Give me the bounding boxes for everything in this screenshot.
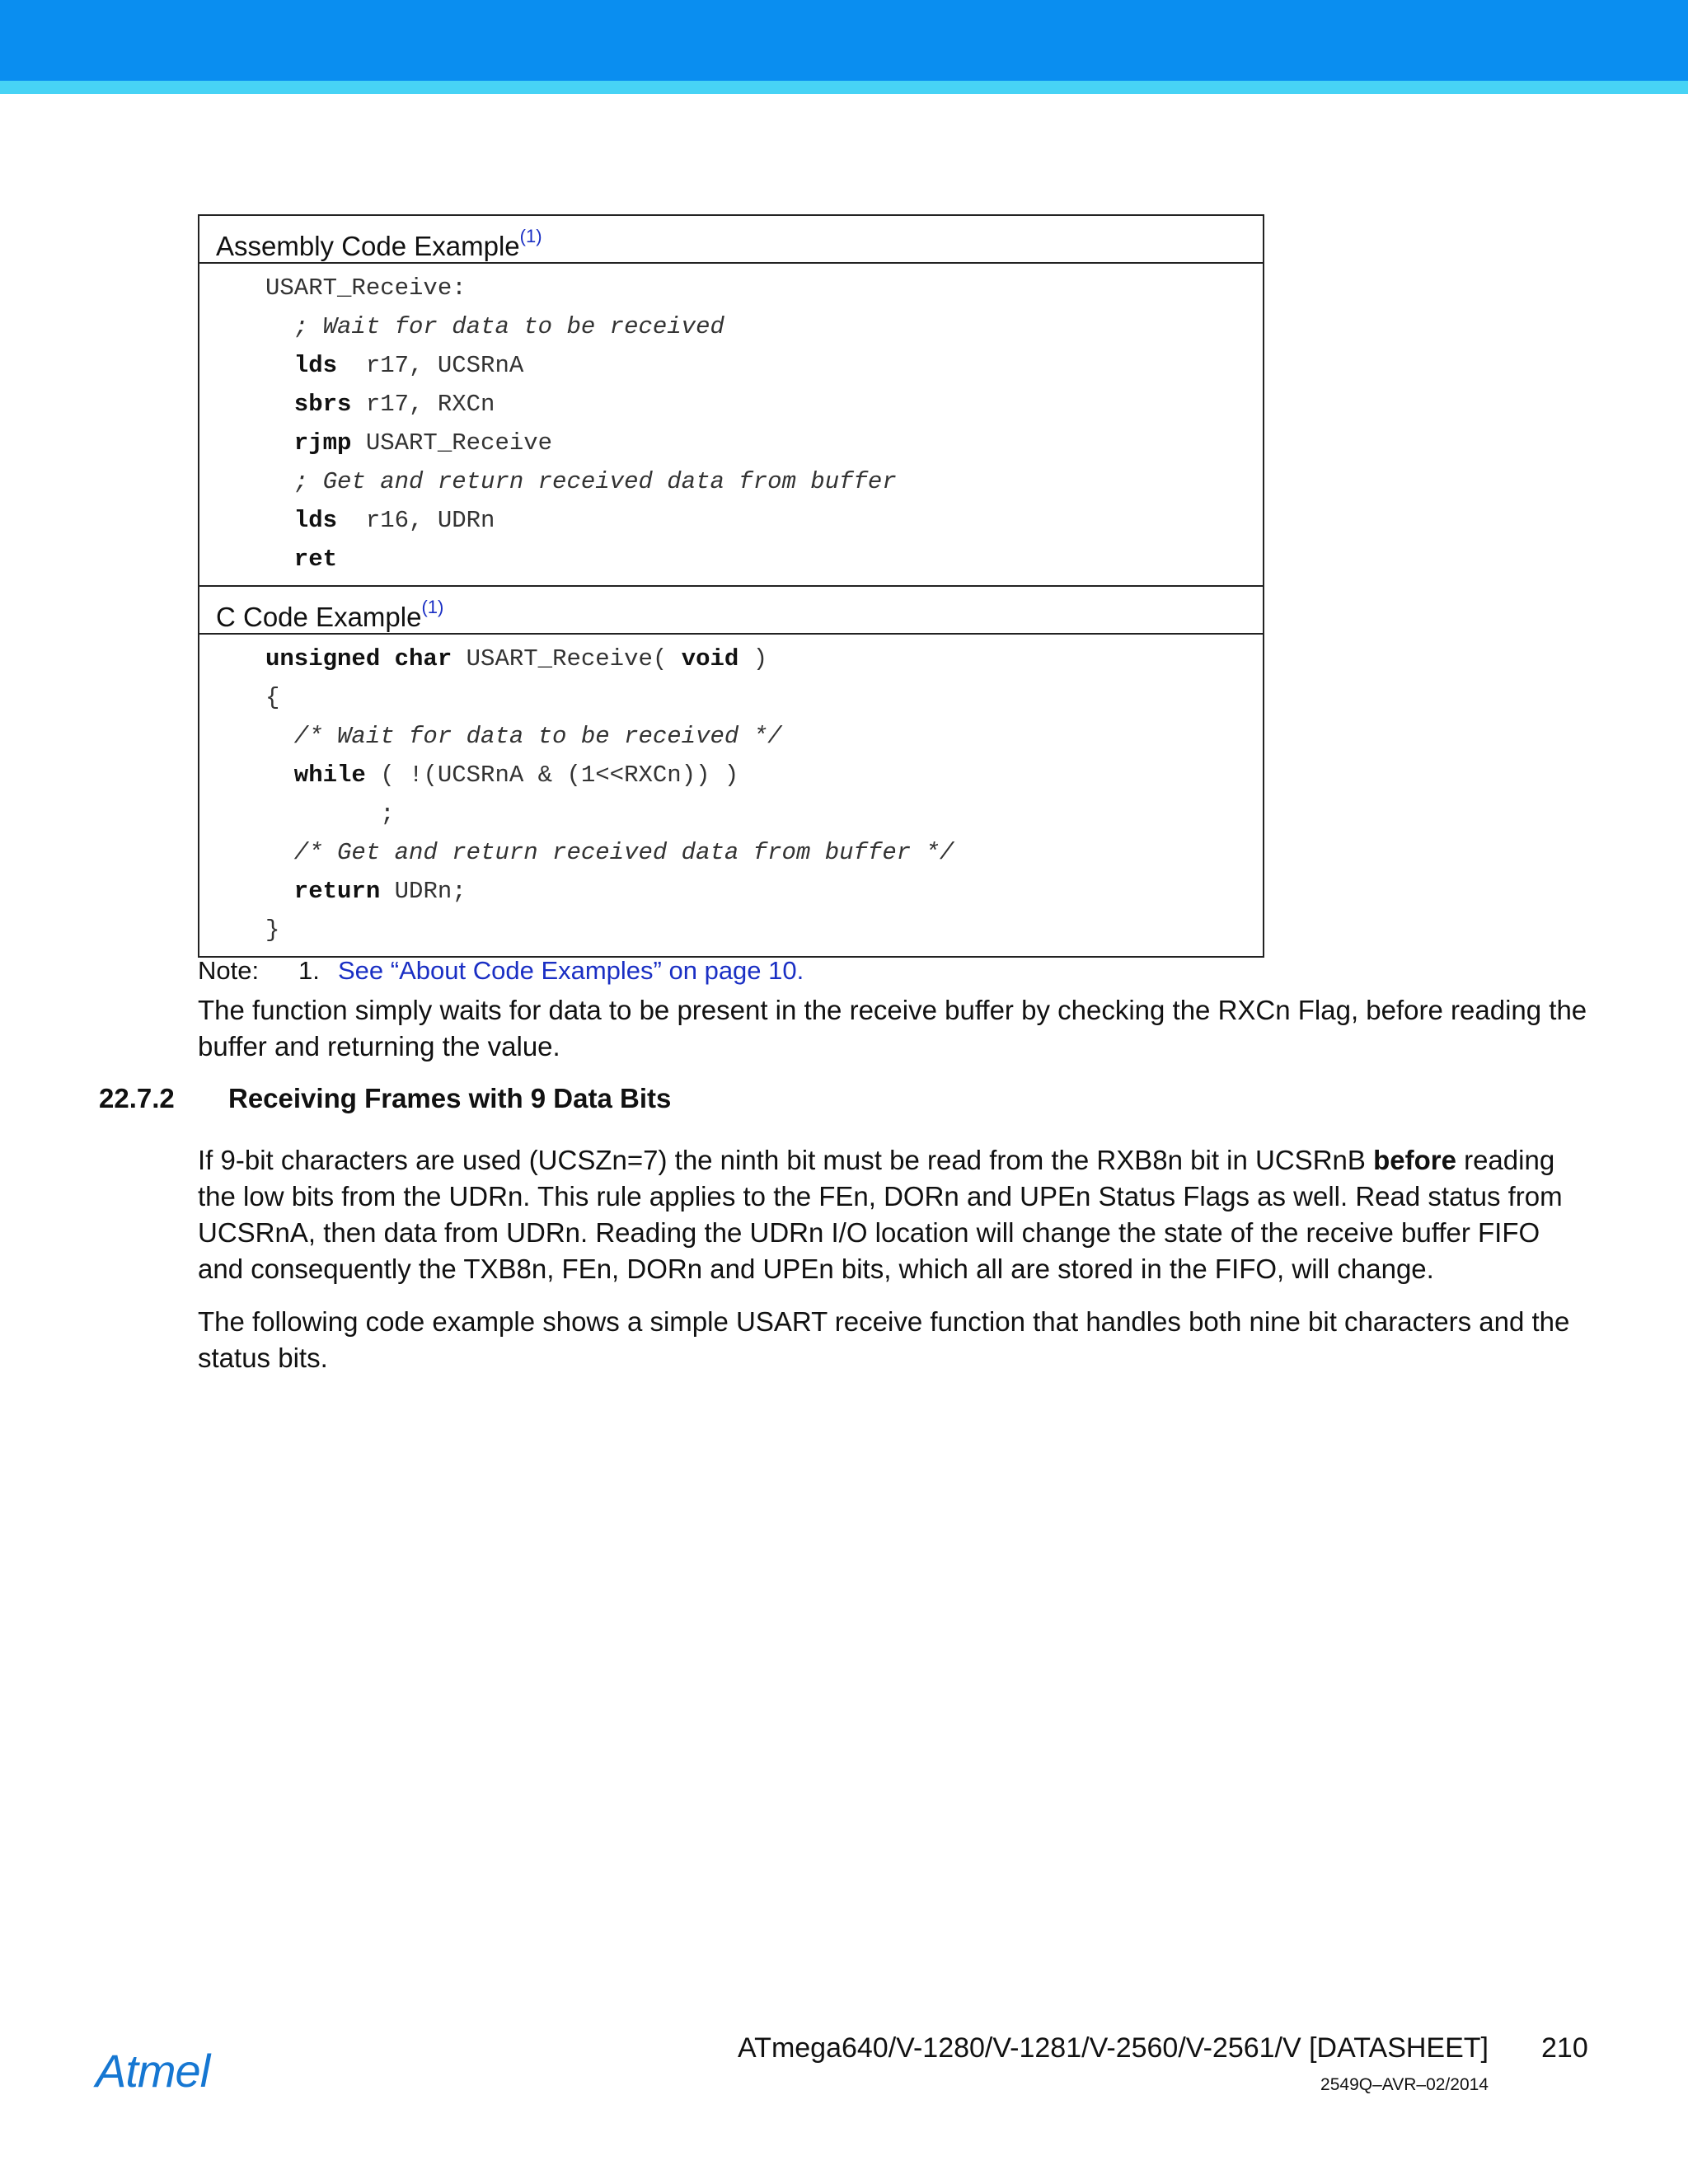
code-line xyxy=(199,269,1263,307)
about-code-examples-link[interactable]: See “About Code Examples” on page 10. xyxy=(338,956,804,985)
code-line xyxy=(199,424,1263,462)
note-label: Note: xyxy=(198,956,260,985)
code-line xyxy=(199,794,1263,833)
c-example-header xyxy=(199,587,1263,635)
table-note xyxy=(198,956,804,986)
asm-example-header xyxy=(199,216,1263,264)
code-text: } xyxy=(265,916,280,944)
paragraph-9-bit-emphasis: before xyxy=(1373,1145,1456,1175)
paragraph-9-bit-end: reading the low bits from the UDRn. This rule applies to the FEn, DORn and UPEn Status Flags as well. Read status from UCSRnA, then data from UDRn. Reading the UDRn I/O location will change the state of the receive buffer FIFO and consequently the TXB8n, FEn, DORn and UPEn bits, which all are stored in the FIFO, will change. xyxy=(198,1145,1563,1284)
atmel-logo: Atmel xyxy=(96,2045,210,2097)
code-line xyxy=(199,756,1263,794)
code-keyword: return xyxy=(265,878,381,905)
code-comment: ; Get and return received data from buffer xyxy=(265,468,897,495)
code-keyword: rjmp xyxy=(265,429,352,457)
code-line xyxy=(199,501,1263,540)
c-code-block xyxy=(199,635,1263,956)
code-example-table xyxy=(198,214,1264,958)
code-keyword: lds xyxy=(265,352,338,379)
code-text: r16, UDRn xyxy=(337,507,495,534)
code-text: ) xyxy=(738,645,768,673)
code-comment: /* Wait for data to be received */ xyxy=(265,723,782,750)
note-number: 1. xyxy=(298,956,320,985)
header-stripe xyxy=(0,81,1688,94)
footer-document-title: ATmega640/V-1280/V-1281/V-2560/V-2561/V [DATASHEET] xyxy=(738,2032,1489,2064)
paragraph-following-example: The following code example shows a simple USART receive function that handles both nine bit characters and the status bits. xyxy=(198,1306,1570,1373)
code-text: USART_Receive( xyxy=(452,645,682,673)
code-text: ; xyxy=(265,800,395,827)
c-example-title: C Code Example xyxy=(216,602,422,632)
code-line xyxy=(199,717,1263,756)
code-keyword: lds xyxy=(265,507,338,534)
c-footnote-ref[interactable]: (1) xyxy=(421,597,444,617)
asm-footnote-ref[interactable]: (1) xyxy=(519,226,542,246)
code-line xyxy=(199,640,1263,678)
code-line xyxy=(199,678,1263,717)
section-title: Receiving Frames with 9 Data Bits xyxy=(228,1083,672,1113)
code-line xyxy=(199,346,1263,385)
code-text: r17, RXCn xyxy=(351,391,495,418)
asm-code-block xyxy=(199,264,1263,587)
code-line xyxy=(199,911,1263,949)
section-number: 22.7.2 xyxy=(99,1083,175,1113)
code-comment: /* Get and return received data from buffer */ xyxy=(265,839,954,866)
code-line xyxy=(199,872,1263,911)
code-comment: ; Wait for data to be received xyxy=(265,313,724,340)
code-keyword: ret xyxy=(265,546,338,573)
code-text: USART_Receive xyxy=(351,429,553,457)
code-line xyxy=(199,540,1263,579)
code-text: { xyxy=(265,684,280,711)
paragraph-9-bit-start: If 9-bit characters are used (UCSZn=7) the ninth bit must be read from the RXB8n bit in UCSRnB xyxy=(198,1145,1374,1175)
header-bar xyxy=(0,0,1688,81)
paragraph-receive-function: The function simply waits for data to be present in the receive buffer by checking the RXCn Flag, before reading the buffer and returning the value. xyxy=(198,995,1587,1062)
code-line xyxy=(199,462,1263,501)
code-line xyxy=(199,385,1263,424)
footer-page-number: 210 xyxy=(1541,2032,1588,2064)
footer-document-code: 2549Q–AVR–02/2014 xyxy=(1320,2075,1489,2094)
code-text: UDRn; xyxy=(380,878,467,905)
code-keyword: unsigned char xyxy=(265,645,452,673)
code-text: r17, UCSRnA xyxy=(337,352,524,379)
code-line xyxy=(199,833,1263,872)
code-keyword: sbrs xyxy=(265,391,352,418)
code-keyword: void xyxy=(681,645,739,673)
asm-example-title: Assembly Code Example xyxy=(216,231,520,261)
paragraph-9-bit xyxy=(198,1142,1591,1287)
code-line xyxy=(199,307,1263,346)
code-text: ( !(UCSRnA & (1<<RXCn)) ) xyxy=(365,762,739,789)
code-text: USART_Receive: xyxy=(265,274,467,302)
code-keyword: while xyxy=(265,762,366,789)
